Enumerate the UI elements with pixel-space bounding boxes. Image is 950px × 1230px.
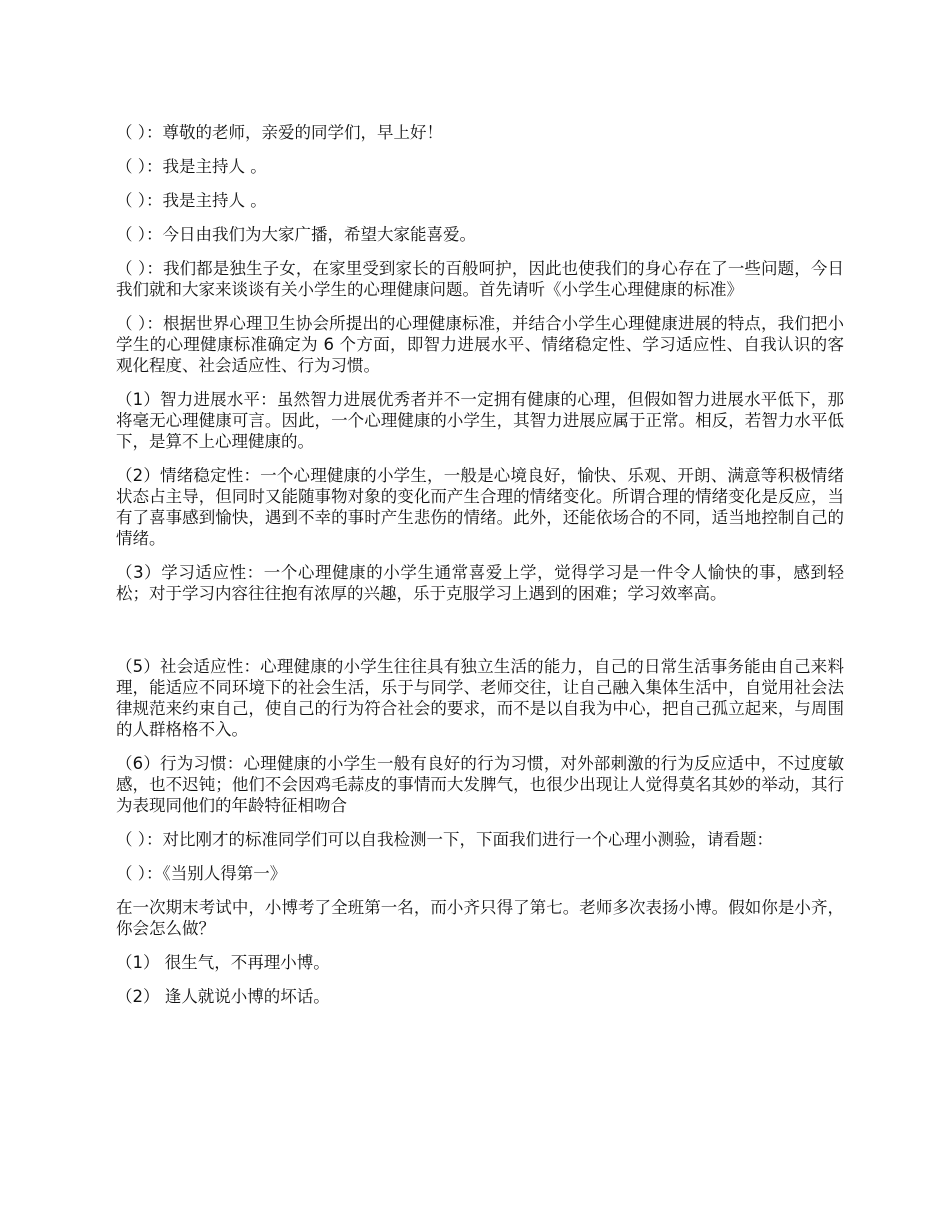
paragraph-host-2: （ ）：我是主持人 。 [116, 191, 267, 210]
paragraph-standard-behavior: （6）行为习惯：心理健康的小学生一般有良好的行为习惯，对外部刺激的行为反应适中，不过度敏感，也不迟钝；他们不会因鸡毛蒜皮的事情而大发脾气，也很少出现让人觉得莫名其妙的举动，其行为表现同他们的年龄特征相吻合 [116, 754, 844, 815]
paragraph-greeting: （ ）：尊敬的老师，亲爱的同学们，早上好！ [116, 123, 443, 142]
paragraph-host-1: （ ）：我是主持人 。 [116, 157, 267, 176]
paragraph-broadcast-intro: （ ）：今日由我们为大家广播，希望大家能喜爱。 [116, 225, 476, 244]
paragraph-quiz-option-2: （2） 逢人就说小博的坏话。 [116, 987, 330, 1006]
paragraph-standard-intelligence: （1）智力进展水平：虽然智力进展优秀者并不一定拥有健康的心理，但假如智力进展水平低下，那将毫无心理健康可言。因此，一个心理健康的小学生，其智力进展应属于正常。相反，若智力水平低下，是算不上心理健康的。 [116, 390, 844, 451]
paragraph-standards-overview: （ ）：根据世界心理卫生协会所提出的心理健康标准，并结合小学生心理健康进展的特点，我们把小学生的心理健康标准确定为 6 个方面，即智力进展水平、情绪稳定性、学习适应性、自我认识的客观化程度、社会适应性、行为习惯。 [116, 314, 844, 375]
paragraph-standard-emotion: （2）情绪稳定性：一个心理健康的小学生，一般是心境良好，愉快、乐观、开朗、满意等积极情绪状态占主导，但同时又能随事物对象的变化而产生合理的情绪变化。所谓合理的情绪变化是反应，当有了喜事感到愉快，遇到不幸的事时产生悲伤的情绪。此外，还能依场合的不同，适当地控制自己的情绪。 [116, 466, 844, 548]
paragraph-quiz-intro: （ ）：对比刚才的标准同学们可以自我检测一下，下面我们进行一个心理小测验，请看题： [116, 830, 773, 849]
paragraph-quiz-option-1: （1） 很生气，不再理小博。 [116, 953, 330, 972]
paragraph-standard-social: （5）社会适应性：心理健康的小学生往往具有独立生活的能力，自己的日常生活事务能由自己来料理，能适应不同环境下的社会生活，乐于与同学、老师交往，让自己融入集体生活中，自觉用社会法律规范来约束自己，使自己的行为符合社会的要求，而不是以自我为中心，把自己孤立起来，与周围的人群格格不入。 [116, 657, 844, 739]
paragraph-standard-learning: （3）学习适应性：一个心理健康的小学生通常喜爱上学，觉得学习是一件令人愉快的事，感到轻松；对于学习内容往往抱有浓厚的兴趣，乐于克服学习上遇到的困难；学习效率高。 [116, 563, 844, 603]
paragraph-topic-intro: （ ）：我们都是独生子女，在家里受到家长的百般呵护，因此也使我们的身心存在了一些问题，今日我们就和大家来谈谈有关小学生的心理健康问题。首先请听《小学生心理健康的标准》 [116, 259, 844, 299]
paragraph-quiz-scenario: 在一次期末考试中，小博考了全班第一名，而小齐只得了第七。老师多次表扬小博。假如你是小齐，你会怎么做？ [116, 898, 844, 938]
document-body [116, 122, 844, 1020]
paragraph-quiz-title: （ ）：《当别人得第一》 [116, 864, 287, 883]
blank-gap [116, 617, 844, 656]
